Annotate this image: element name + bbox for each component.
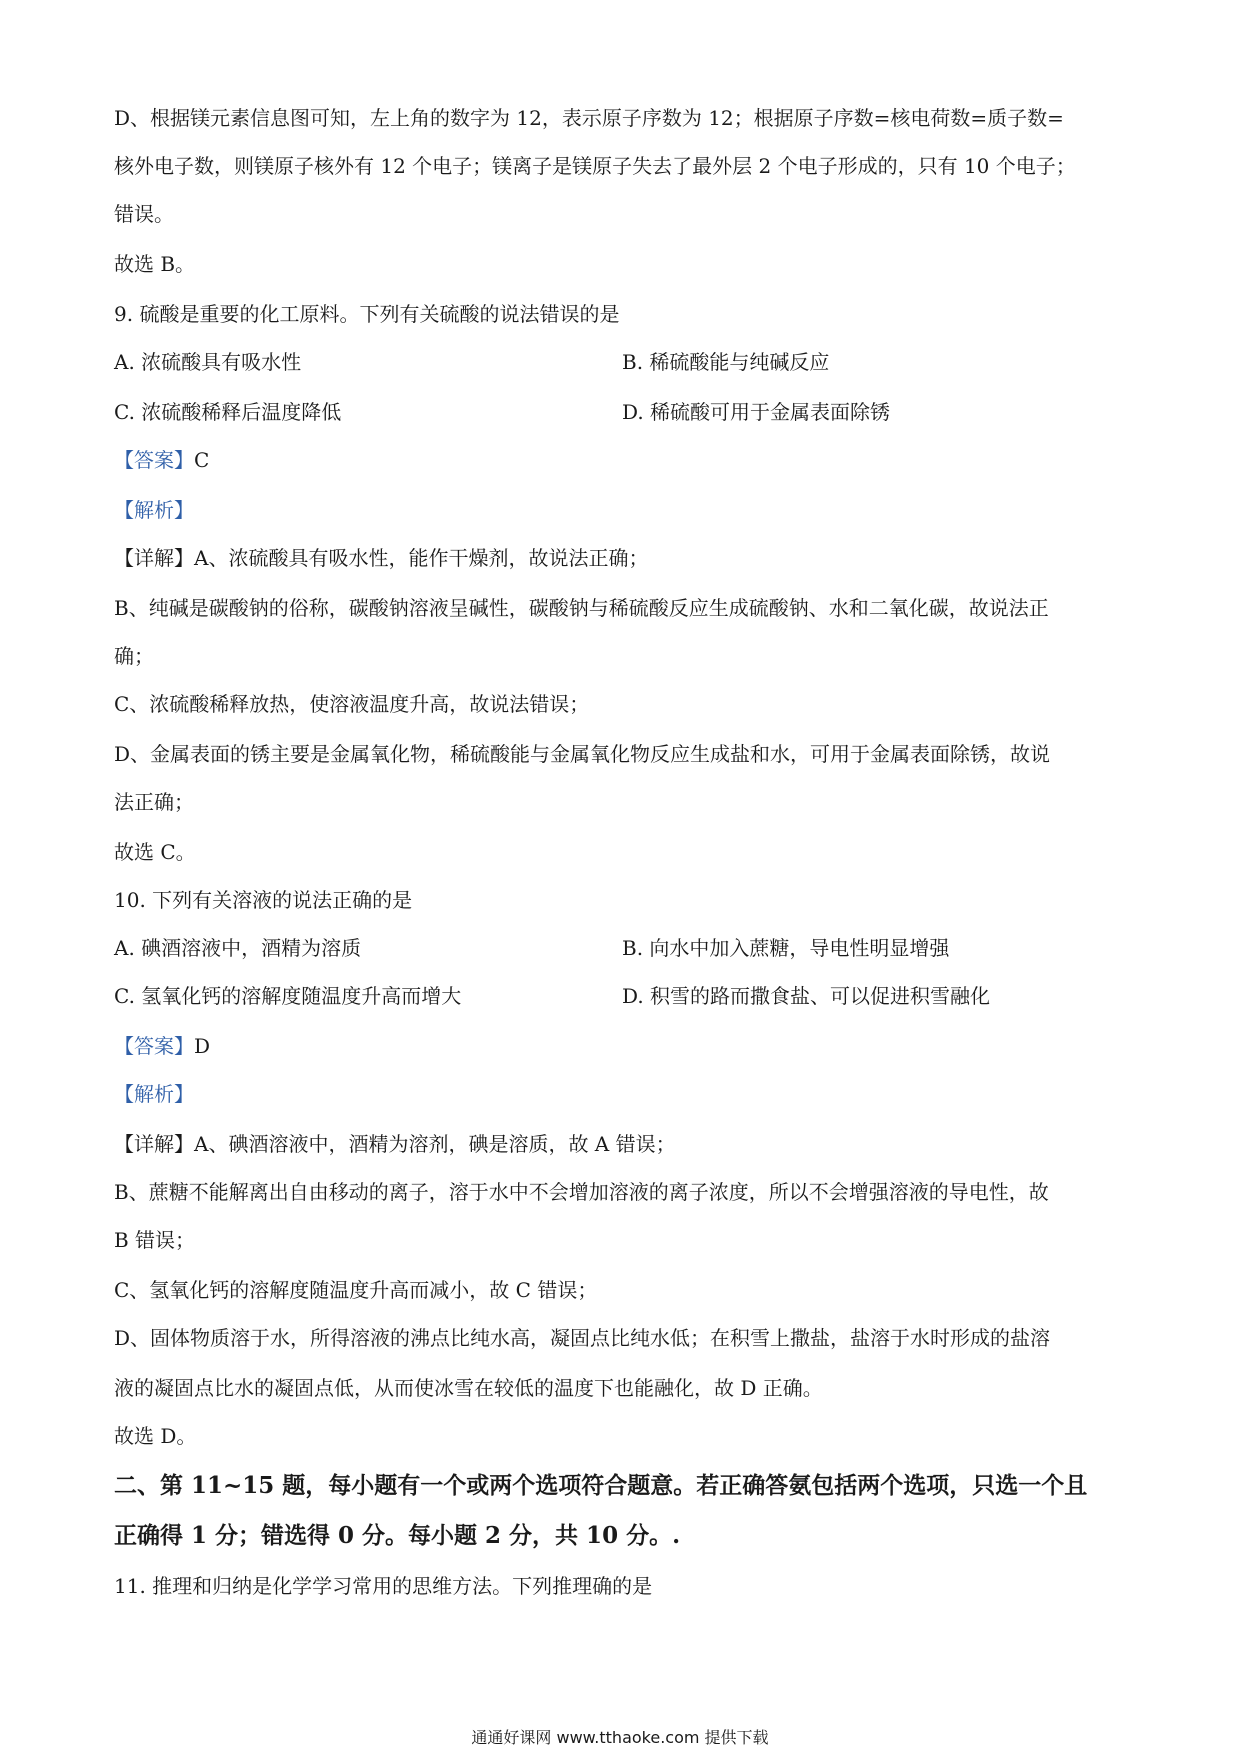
section2-heading-line1: 二、第 11~15 题，每小题有一个或两个选项符合题意。若正确答氨包括两个选项，只选一个且 [114,1472,1088,1499]
answer-value: D [194,1034,211,1058]
answer-tag: 【答案】 [114,448,194,472]
q9-detail-b-line1: B、纯碱是碳酸钠的俗称，碳酸钠溶液呈碱性，碳酸钠与稀硫酸反应生成硫酸钠、水和二氧化碳，故说法正 [114,596,1049,620]
q9-detail-b-line2: 确； [114,644,154,668]
q10-detail-b-line2: B 错误； [114,1228,196,1252]
q9-detail-d-line2: 法正确； [114,790,194,814]
detail-text: A、浓硫酸具有吸水性，能作干燥剂，故说法正确； [194,546,649,570]
q9-analysis-tag: 【解析】 [114,498,194,522]
q10-option-a: A. 碘酒溶液中，酒精为溶质 [114,936,362,960]
q8-conclusion: 故选 B。 [114,252,196,276]
q10-detail-d-line2: 液的凝固点比水的凝固点低，从而使冰雪在较低的温度下也能融化，故 D 正确。 [114,1376,823,1400]
q8-explanation-d-line3: 错误。 [114,202,174,226]
q9-detail-a [114,544,648,572]
page-footer: 通通好课网 www.tthaoke.com 提供下载 [471,1728,769,1747]
q9-option-b: B. 稀硫酸能与纯碱反应 [622,350,830,374]
q9-detail-d-line1: D、金属表面的锈主要是金属氧化物，稀硫酸能与金属氧化物反应生成盐和水，可用于金属表面除锈，故说 [114,742,1051,766]
q8-explanation-d-line1: D、根据镁元素信息图可知，左上角的数字为 12，表示原子序数为 12；根据原子序数=核电荷数=质子数= [114,106,1064,130]
detail-tag: 【详解】 [114,546,194,570]
q10-conclusion: 故选 D。 [114,1424,197,1448]
q9-conclusion: 故选 C。 [114,840,196,864]
answer-value: C [194,448,210,472]
q10-stem: 10. 下列有关溶液的说法正确的是 [114,888,413,912]
q10-answer [114,1032,210,1060]
q9-detail-c: C、浓硫酸稀释放热，使溶液温度升高，故说法错误； [114,692,590,716]
section2-heading-line2: 正确得 1 分；错选得 0 分。每小题 2 分，共 10 分。. [114,1522,681,1549]
q10-option-b: B. 向水中加入蔗糖，导电性明显增强 [622,936,950,960]
q10-option-c: C. 氢氧化钙的溶解度随温度升高而增大 [114,984,462,1008]
q10-detail-b-line1: B、蔗糖不能解离出自由移动的离子，溶于水中不会增加溶液的离子浓度，所以不会增强溶液的导电性，故 [114,1180,1049,1204]
q9-option-a: A. 浓硫酸具有吸水性 [114,350,302,374]
q9-option-d: D. 稀硫酸可用于金属表面除锈 [622,400,891,424]
q10-detail-d-line1: D、固体物质溶于水，所得溶液的沸点比纯水高，凝固点比纯水低；在积雪上撒盐，盐溶于水时形成的盐溶 [114,1326,1051,1350]
q8-explanation-d-line2: 核外电子数，则镁原子核外有 12 个电子；镁离子是镁原子失去了最外层 2 个电子形成的，只有 10 个电子； [114,154,1076,178]
q10-option-d: D. 积雪的路而撒食盐、可以促进积雪融化 [622,984,991,1008]
q9-answer [114,446,209,474]
q10-detail-c: C、氢氧化钙的溶解度随温度升高而减小，故 C 错误； [114,1278,598,1302]
q10-analysis-tag: 【解析】 [114,1082,194,1106]
q9-stem: 9. 硫酸是重要的化工原料。下列有关硫酸的说法错误的是 [114,302,620,326]
q9-option-c: C. 浓硫酸稀释后温度降低 [114,400,342,424]
q10-detail-a [114,1130,676,1158]
detail-tag: 【详解】 [114,1132,194,1156]
detail-text: A、碘酒溶液中，酒精为溶剂，碘是溶质，故 A 错误； [194,1132,676,1156]
answer-tag: 【答案】 [114,1034,194,1058]
q11-stem: 11. 推理和归纳是化学学习常用的思维方法。下列推理确的是 [114,1574,653,1598]
